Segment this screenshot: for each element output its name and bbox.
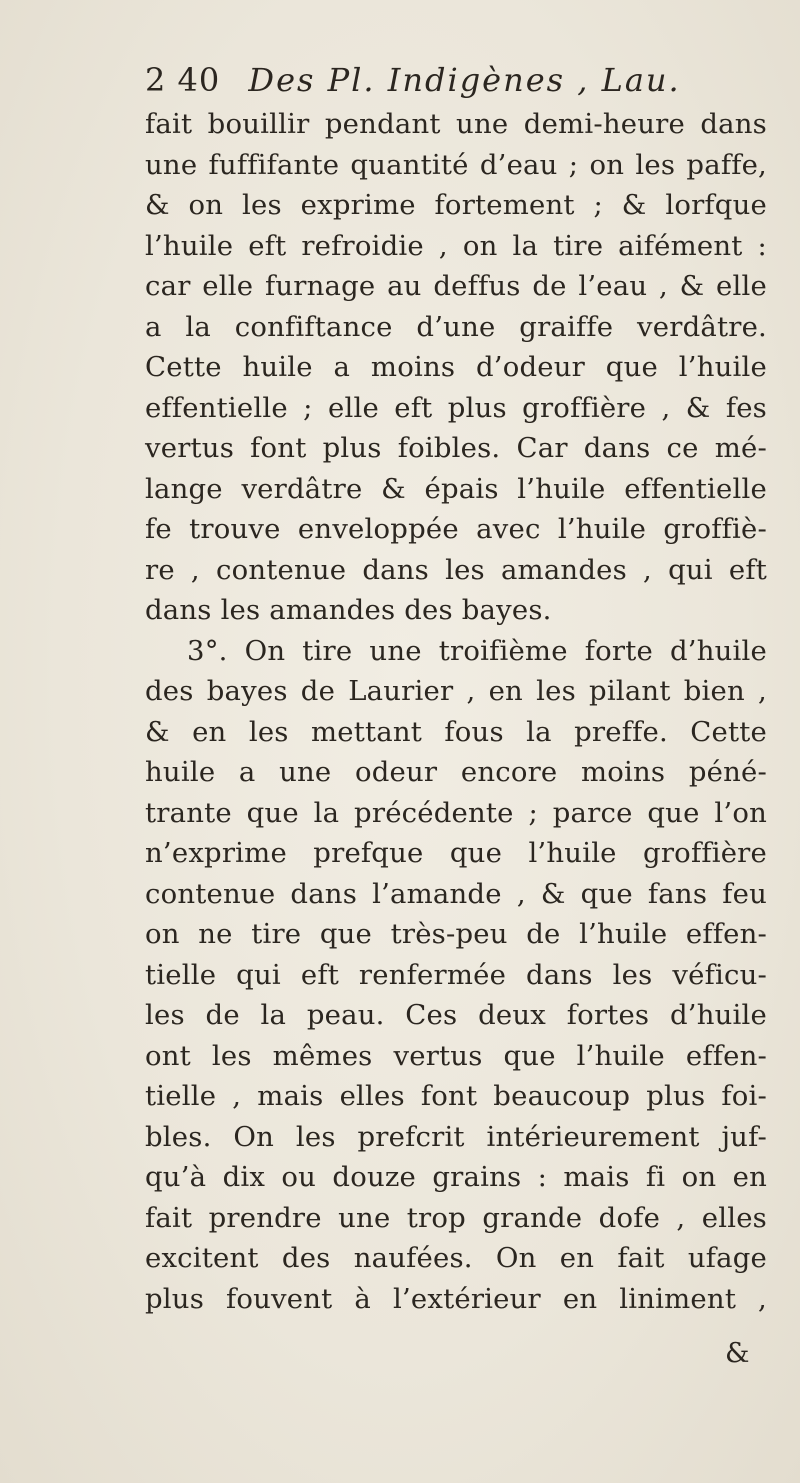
page-header <box>145 58 765 102</box>
text-line: contenue dans l’amande , & que fans feu <box>145 877 767 910</box>
text-line: des bayes de Laurier , en les pilant bien , <box>145 675 767 707</box>
running-title: Des Pl. Indigènes , Lau. <box>248 61 681 99</box>
text-line: & on les exprime fortement ; & lorfque <box>145 189 767 221</box>
text-line: excitent des naufées. On en fait ufage <box>145 1242 767 1274</box>
text-line: Cette huile a moins d’odeur que l’huile <box>145 351 767 383</box>
text-line: ont les mêmes vertus que l’huile effen- <box>145 1039 767 1072</box>
text-line: n’exprime prefque que l’huile groffière <box>145 837 767 869</box>
text-line: lange verdâtre & épais l’huile effentielle <box>145 472 767 505</box>
text-line: re , contenue dans les amandes , qui eft <box>145 553 767 586</box>
text-line: qu’à dix ou douze grains : mais fi on en <box>145 1161 767 1193</box>
text-line: huile a une odeur encore moins péné- <box>145 756 767 788</box>
text-line: fe trouve enveloppée avec l’huile groffiè- <box>145 513 767 545</box>
catchword: & <box>725 1337 750 1369</box>
text-line: & en les mettant fous la preffe. Cette <box>145 715 767 748</box>
text-line: car elle furnage au deffus de l’eau , & elle <box>145 270 767 302</box>
text-line: tielle , mais elles font beaucoup plus foi- <box>145 1080 767 1112</box>
text-line: tielle qui eft renfermée dans les véficu- <box>145 958 767 991</box>
text-line: bles. On les prefcrit intérieurement juf- <box>145 1120 767 1153</box>
text-line: dans les amandes des bayes. <box>145 594 552 626</box>
text-line: l’huile eft refroidie , on la tire aifément : <box>145 229 767 262</box>
text-line: les de la peau. Ces deux fortes d’huile <box>145 999 767 1031</box>
text-line: une fuffifante quantité d’eau ; on les paffe, <box>145 148 767 181</box>
text-line: fait bouillir pendant une demi-heure dans <box>145 108 767 140</box>
text-line: fait prendre une trop grande dofe , elles <box>145 1201 767 1234</box>
text-line: trante que la précédente ; parce que l’on <box>145 796 767 829</box>
text-line: 3°. On tire une troifième forte d’huile <box>187 634 767 667</box>
text-line: effentielle ; elle eft plus groffière , & fes <box>145 391 767 424</box>
page-number: 2 40 <box>145 61 221 99</box>
text-line: vertus font plus foibles. Car dans ce mé- <box>145 432 767 464</box>
text-line: plus fouvent à l’extérieur en liniment , <box>145 1282 767 1315</box>
text-line: a la confiftance d’une graiffe verdâtre. <box>145 310 767 343</box>
text-line: on ne tire que très-peu de l’huile effen- <box>145 918 767 950</box>
body-text <box>145 104 767 1319</box>
